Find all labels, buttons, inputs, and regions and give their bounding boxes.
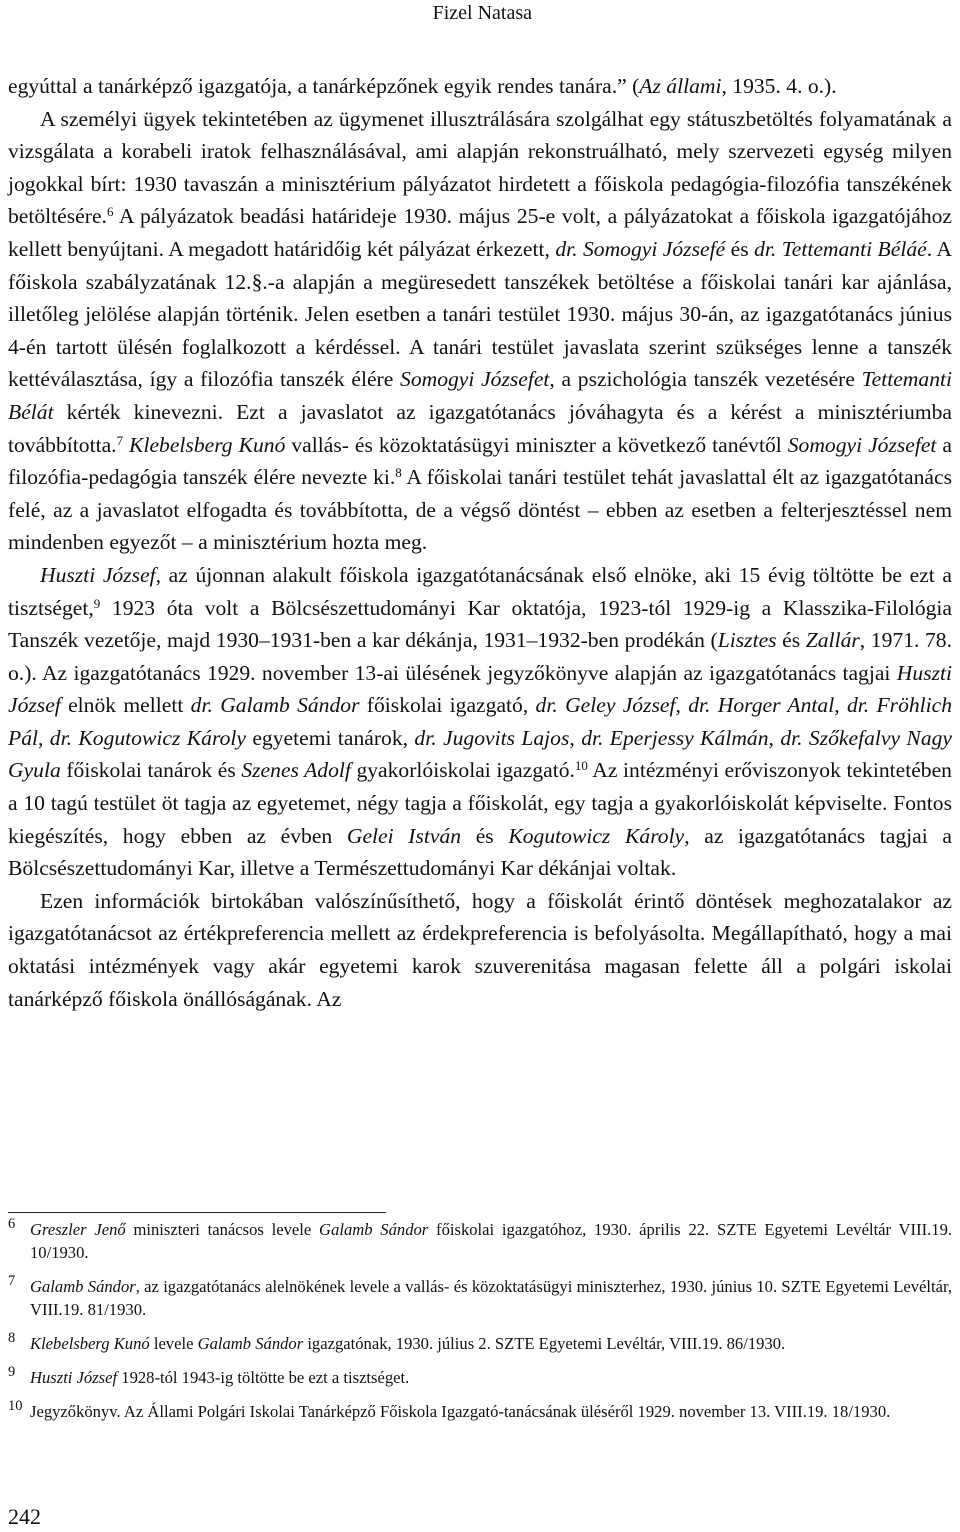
footnote-ref: 10 bbox=[574, 758, 588, 774]
italic-text: Galamb Sándor bbox=[319, 1220, 429, 1239]
text-run: és bbox=[725, 236, 755, 261]
italic-text: Galamb Sándor bbox=[30, 1277, 136, 1296]
footnote-ref: 7 bbox=[116, 432, 124, 448]
text-run: főiskolai tanárok és bbox=[60, 758, 242, 783]
text-run: miniszteri tanácsos levele bbox=[125, 1220, 320, 1239]
footnote bbox=[8, 1332, 952, 1355]
text-run: , az újonnan alakult főiskola igazgatótanácsának első elnöke, aki 15 évig töltötte be ezt a tisztséget, bbox=[8, 562, 952, 620]
footnote-number: 9 bbox=[8, 1364, 16, 1380]
text-run: , bbox=[834, 693, 847, 718]
text-run: . A főiskola szabályzatának 12.§.-a alapján a megüresedett tanszékek betöltése a főiskolai tanári kar ajánlása, illetőleg jelölése alapján történik. Jelen esetben a tanári testület 1930. május 30-án, az igazgatótanács június 4-én tartott ülésén foglalkozott a kérdéssel. A tanári testület javaslata szerint szükséges lenne a tanszék kettéválasztása, így a filozófia tanszék élére bbox=[8, 236, 952, 392]
text-run: egyetemi tanárok, bbox=[245, 725, 415, 750]
text-run: A személyi ügyek tekintetében az ügymenet illusztrálására szolgálhat egy státuszbetöltés folyamatának a vizsgálata a korabeli iratok felhasználásával, ami alapján rekonstruálható, mely szervezeti egység milyen jogokkal bírt: 1930 tavaszán a minisztérium pályázatot hirdetett a főiskola pedagógia-filozófia tanszékének betöltésére. bbox=[8, 106, 952, 229]
running-header: Fizel Natasa bbox=[432, 2, 532, 24]
footnote bbox=[8, 1275, 952, 1321]
italic-text: Tettemanti Bélát bbox=[8, 367, 952, 424]
text-run: vallás- és közoktatásügyi miniszter a következő tanévtől bbox=[285, 432, 788, 457]
footnotes bbox=[8, 1218, 952, 1434]
italic-text: dr. Szőkefalvy Nagy Gyula bbox=[8, 725, 953, 783]
text-run: főiskolai igazgató, bbox=[359, 693, 536, 718]
italic-text: dr. Jugovits Lajos bbox=[414, 725, 570, 750]
text-run: , bbox=[38, 725, 50, 750]
text-run: 1923 óta volt a Bölcsészettudományi Kar oktatója, 1923-tól 1929-ig a Klasszika-Filológia Tanszék vezetője, majd 1930–1931-ben a kar dékánja, 1931–1932-ben prodékán ( bbox=[8, 595, 952, 653]
text-run: , bbox=[675, 693, 689, 718]
italic-text: dr. Eperjessy Kálmán bbox=[581, 725, 769, 750]
paragraph bbox=[8, 559, 952, 885]
text-run: A pályázatok beadási határideje 1930. május 25-e volt, a pályázatokat a főiskola igazgatójához kellett benyújtani. A megadott határidőig két pályázat érkezett, bbox=[8, 204, 952, 261]
footnote bbox=[8, 1366, 952, 1389]
italic-text: Huszti József bbox=[8, 660, 952, 718]
italic-text: Galamb Sándor bbox=[197, 1334, 304, 1353]
footnote-number: 6 bbox=[8, 1216, 16, 1232]
text-run: , az igazgatótanács tagjai a Bölcsészettudományi Kar, illetve a Természettudományi Kar dékánjai voltak. bbox=[8, 823, 953, 881]
footnote-ref: 6 bbox=[106, 204, 114, 220]
italic-text: Gelei István bbox=[346, 823, 462, 848]
text-run: 1928-tól 1943-ig töltötte be ezt a tisztséget. bbox=[117, 1368, 410, 1387]
footnote-number: 8 bbox=[8, 1330, 16, 1346]
italic-text: dr. Tettemanti Béláé bbox=[754, 236, 927, 261]
text-run: gyakorlóiskolai igazgató. bbox=[350, 758, 575, 783]
text-run: a filozófia-pedagógia tanszék élére nevezte ki. bbox=[8, 432, 953, 490]
footnote bbox=[8, 1400, 952, 1423]
text-run: egyúttal a tanárképző igazgatója, a tanárképzőnek egyik rendes tanára.” ( bbox=[8, 74, 640, 98]
footnote-number: 10 bbox=[8, 1398, 23, 1414]
text-run: Az intézményi erőviszonyok tekintetében a 10 tagú testület öt tagja az egyetemet, négy tagja a főiskolát, egy tagja a gyakorlóiskolát képviselte. Fontos kiegészítés, hogy ebben az évben bbox=[8, 758, 952, 848]
text-run: A főiskolai tanári testület tehát javaslattal élt az igazgatótanács felé, az a javaslatot elfogadta és továbbította, de a végső döntést – ebben az esetben a felterjesztéssel nem mindenben egyezőt – a minisztérium hozta meg. bbox=[8, 465, 953, 555]
italic-text: Klebelsberg Kunó bbox=[129, 432, 286, 457]
paragraph bbox=[8, 885, 952, 1015]
paragraph bbox=[8, 103, 952, 559]
text-run: és bbox=[461, 823, 509, 848]
footnote bbox=[8, 1218, 952, 1264]
paragraph bbox=[8, 70, 952, 103]
italic-text: dr. Fröhlich Pál bbox=[8, 693, 953, 750]
italic-text: Lisztes bbox=[717, 628, 777, 653]
text-run: igazgatónak, 1930. július 2. SZTE Egyetemi Levéltár, VIII.19. 86/1930. bbox=[303, 1334, 786, 1353]
text-run: , az igazgatótanács alelnökének levele a vallás- és közoktatásügyi miniszterhez, 1930. június 10. SZTE Egyetemi Levéltár, VIII.19. 81/1930. bbox=[30, 1277, 952, 1319]
text-run: Ezen információk birtokában valószínűsíthető, hogy a főiskolát érintő döntések meghozatalakor az igazgatótanácsot az értékpreferencia mellett az érdekpreferencia is befolyásolta. Megállapítható, hogy a mai oktatási intézmények vagy akár egyetemi karok szuverenitása magasan felette áll a polgári iskolai tanárképző főiskola önállóságának. Az bbox=[8, 888, 952, 1011]
text-run: , bbox=[768, 725, 781, 750]
page-number: 242 bbox=[8, 1504, 41, 1529]
italic-text: Klebelsberg Kunó bbox=[30, 1334, 150, 1353]
footnote-ref: 9 bbox=[93, 595, 101, 611]
footnote-ref: 8 bbox=[395, 465, 402, 481]
text-run: , 1971. 78. o.). Az igazgatótanács 1929. november 13-ai ülésének jegyzőkönyve alapján az igazgatótanács tagjai bbox=[8, 628, 952, 685]
footnote-separator bbox=[8, 1212, 386, 1213]
italic-text: Greszler Jenő bbox=[30, 1220, 126, 1239]
text-run: levele bbox=[149, 1334, 198, 1353]
italic-text: dr. Kogutowicz Károly bbox=[49, 725, 246, 750]
text-run: elnök mellett bbox=[60, 693, 191, 718]
text-run: kérték kinevezni. Ezt a javaslatot az igazgatótanács jóváhagyta és a kérést a minisztériumba továbbította. bbox=[8, 399, 952, 457]
italic-text: Somogyi Józsefet bbox=[400, 367, 550, 392]
italic-text: dr. Horger Antal bbox=[688, 693, 835, 718]
text-run: Jegyzőkönyv. Az Állami Polgári Iskolai Tanárképző Főiskola Igazgató-tanácsának üléséről 1929. november 13. VIII.19. 18/1930. bbox=[30, 1402, 891, 1421]
text-run: , bbox=[569, 725, 582, 750]
text-run: , 1935. 4. o.). bbox=[721, 74, 837, 98]
italic-text: Huszti József bbox=[30, 1368, 118, 1387]
text-run: , a pszichológia tanszék vezetésére bbox=[549, 367, 862, 392]
italic-text: Zallár bbox=[805, 628, 860, 653]
italic-text: dr. Geley József bbox=[535, 693, 676, 718]
text-run: főiskolai igazgatóhoz, 1930. április 22. SZTE Egyetemi Levéltár VIII.19. 10/1930. bbox=[30, 1220, 953, 1262]
italic-text: dr. Somogyi Józsefé bbox=[555, 236, 726, 261]
italic-text: Szenes Adolf bbox=[241, 758, 351, 783]
italic-text: Somogyi Józsefet bbox=[787, 432, 937, 457]
footnote-number: 7 bbox=[8, 1273, 16, 1289]
body-text bbox=[8, 70, 952, 1015]
text-run: és bbox=[776, 628, 806, 653]
italic-text: Huszti József bbox=[40, 562, 156, 587]
italic-text: Az állami bbox=[639, 74, 722, 98]
italic-text: dr. Galamb Sándor bbox=[190, 693, 360, 718]
italic-text: Kogutowicz Károly bbox=[508, 823, 685, 848]
